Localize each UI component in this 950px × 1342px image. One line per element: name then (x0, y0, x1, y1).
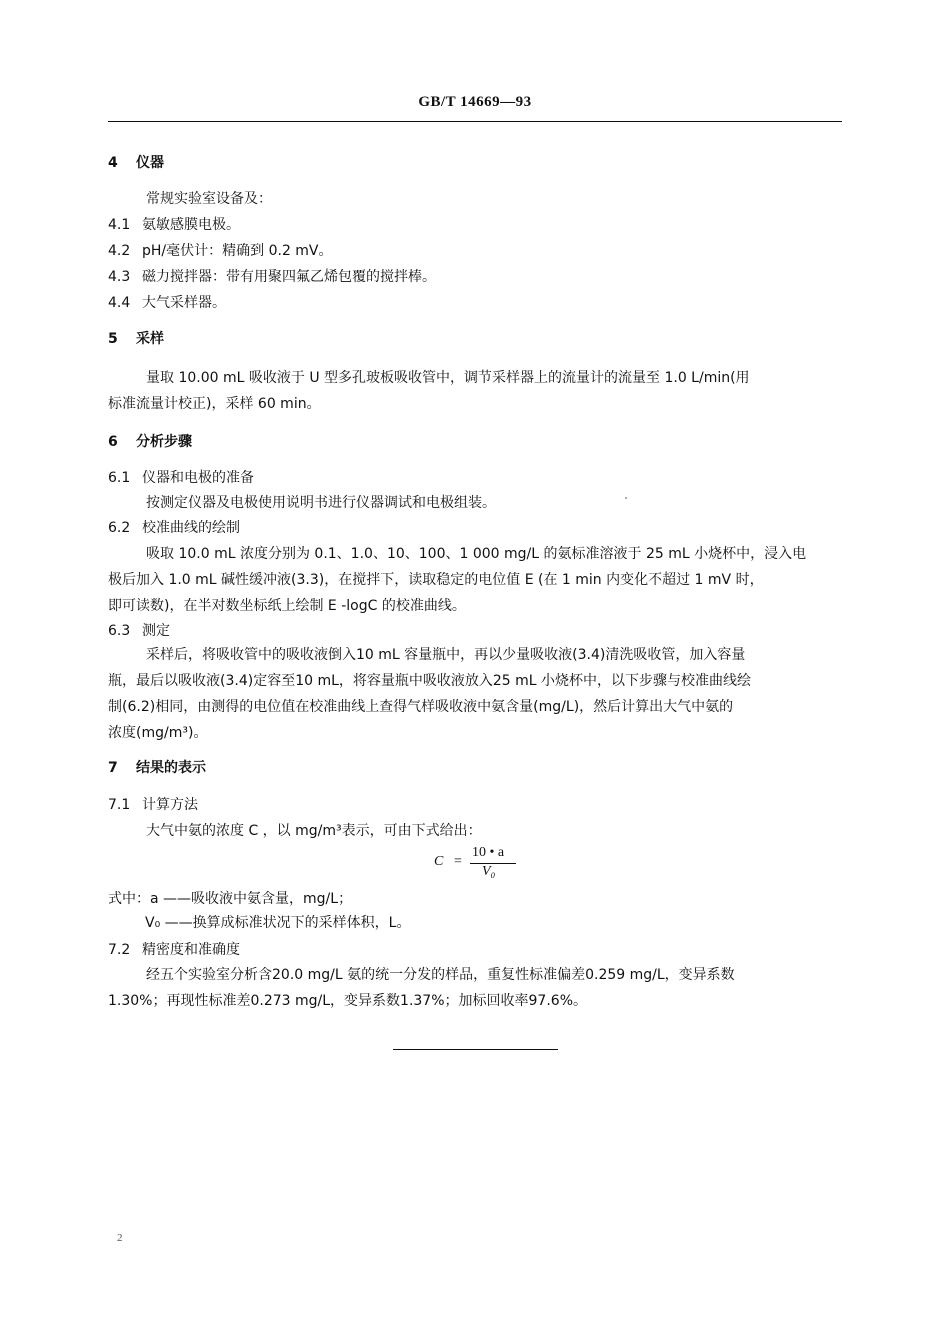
concentration-formula (434, 845, 518, 881)
formula-lhs: C (434, 854, 444, 869)
subsection-7-2-line: 经五个实验室分析含20.0 mg/L 氨的统一分发的样品，重复性标准偏差0.259 mg/L，变异系数 (146, 967, 735, 983)
list-item-4-1 (108, 215, 240, 235)
section-title: 采样 (136, 331, 164, 347)
subsection-7-2-heading (108, 940, 240, 960)
subsection-6-3-heading (108, 621, 170, 641)
subsection-title: 精密度和准确度 (142, 942, 240, 958)
subsection-6-1-text: 按测定仪器及电极使用说明书进行仪器调试和电极组装。 (146, 495, 496, 511)
subsection-number: 7.1 (108, 797, 131, 813)
section-number: 7 (108, 760, 118, 776)
subsection-6-3-line: 制(6.2)相同，由测得的电位值在校准曲线上查得气样吸收液中氨含量(mg/L)，然后计算出大气中氨的 (108, 699, 734, 715)
section-number: 6 (108, 434, 118, 450)
section-4-heading (108, 153, 164, 173)
subsection-number: 6.3 (108, 623, 131, 639)
item-number: 4.1 (108, 217, 131, 233)
subsection-7-2-line: 1.30%；再现性标准差0.273 mg/L，变异系数1.37%；加标回收率97.6%。 (108, 993, 587, 1009)
subsection-6-3-line: 浓度(mg/m³)。 (108, 725, 208, 741)
item-number: 4.3 (108, 269, 131, 285)
section-5-paragraph-line: 量取 10.00 mL 吸收液于 U 型多孔玻板吸收管中，调节采样器上的流量计的流量至 1.0 L/min(用 (146, 370, 750, 386)
formula-denominator: V₀ (482, 864, 496, 879)
subsection-title: 计算方法 (142, 797, 198, 813)
section-6-heading (108, 432, 192, 452)
subsection-6-2-line: 极后加入 1.0 mL 碱性缓冲液(3.3)，在搅拌下，读取稳定的电位值 E (在 1 min 内变化不超过 1 mV 时， (108, 572, 764, 588)
item-number: 4.4 (108, 295, 131, 311)
list-item-4-2 (108, 241, 333, 261)
subsection-6-3-line: 瓶，最后以吸收液(3.4)定容至10 mL，将容量瓶中吸收液放入25 mL 小烧杯中，以下步骤与校准曲线绘 (108, 673, 752, 689)
scan-speck (625, 497, 627, 499)
section-5-paragraph-line: 标准流量计校正)，采样 60 min。 (108, 396, 321, 412)
list-item-4-4 (108, 293, 226, 313)
section-title: 结果的表示 (136, 760, 206, 776)
section-number: 4 (108, 155, 118, 171)
subsection-title: 仪器和电极的准备 (142, 470, 254, 486)
item-text: 大气采样器。 (142, 295, 226, 311)
formula-equals: = (454, 854, 462, 869)
subsection-title: 校准曲线的绘制 (142, 520, 240, 536)
standard-code-header: GB/T 14669—93 (418, 94, 532, 110)
subsection-7-1-heading (108, 795, 198, 815)
section-title: 分析步骤 (136, 434, 192, 450)
section-7-heading (108, 758, 206, 778)
subsection-number: 6.2 (108, 520, 131, 536)
subsection-title: 测定 (142, 623, 170, 639)
formula-where-line: 式中：a ——吸收液中氨含量，mg/L； (108, 891, 353, 907)
subsection-6-3-line: 采样后，将吸收管中的吸收液倒入10 mL 容量瓶中，再以少量吸收液(3.4)清洗吸收管，加入容量 (146, 647, 746, 663)
subsection-7-1-text: 大气中氨的浓度 C ，以 mg/m³表示，可由下式给出： (146, 823, 482, 839)
item-text: pH/毫伏计：精确到 0.2 mV。 (142, 243, 333, 259)
subsection-6-2-heading (108, 518, 240, 538)
item-number: 4.2 (108, 243, 131, 259)
subsection-6-2-line: 吸取 10.0 mL 浓度分别为 0.1、1.0、10、100、1 000 mg/L 的氨标准溶液于 25 mL 小烧杯中，浸入电 (146, 546, 807, 562)
subsection-number: 7.2 (108, 942, 131, 958)
item-text: 氨敏感膜电极。 (142, 217, 240, 233)
item-text: 磁力搅拌器：带有用聚四氟乙烯包覆的搅拌棒。 (142, 269, 436, 285)
section-number: 5 (108, 331, 118, 347)
list-item-4-3 (108, 267, 436, 287)
subsection-6-2-line: 即可读数)，在半对数坐标纸上绘制 E -logC 的校准曲线。 (108, 598, 466, 614)
header-rule (108, 121, 842, 122)
section-5-heading (108, 329, 164, 349)
end-rule (393, 1049, 558, 1050)
formula-where-line: V₀ ——换算成标准状况下的采样体积，L。 (145, 915, 411, 931)
page-number: 2 (117, 1232, 123, 1244)
subsection-number: 6.1 (108, 470, 131, 486)
formula-numerator: 10 • a (472, 845, 505, 860)
section-title: 仪器 (136, 155, 164, 171)
section-4-intro: 常规实验室设备及： (146, 191, 272, 207)
subsection-6-1-heading (108, 468, 254, 488)
